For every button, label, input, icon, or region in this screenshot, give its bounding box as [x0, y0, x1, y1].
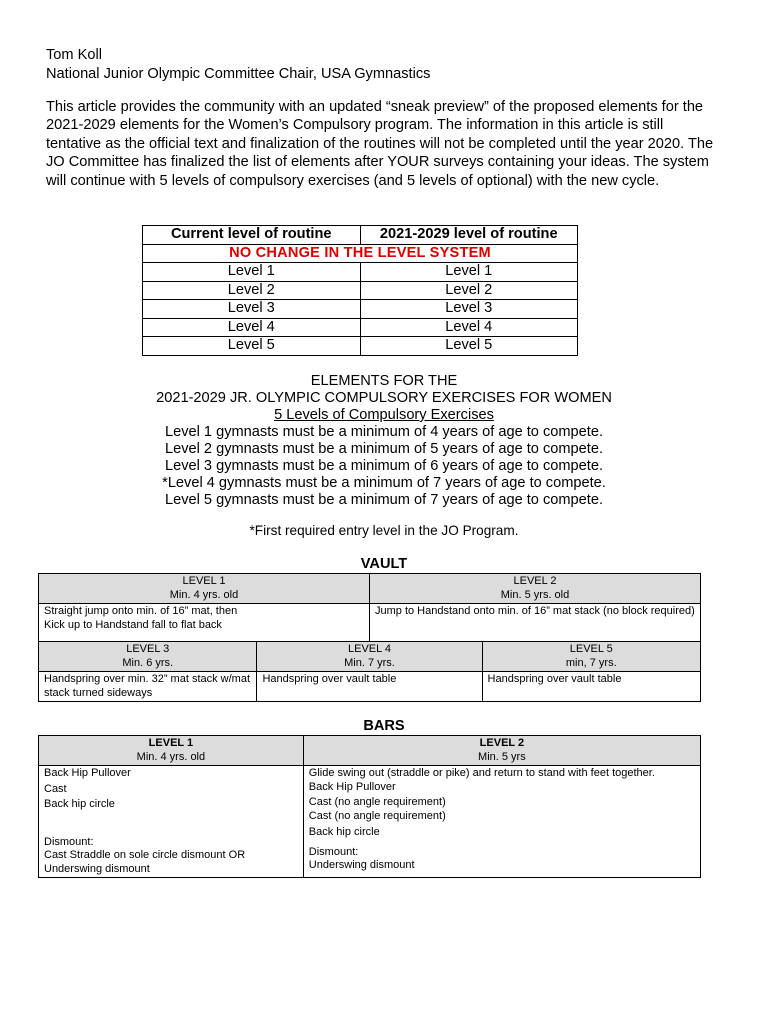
level-label: LEVEL 3 — [126, 643, 170, 655]
current-level-cell: Level 2 — [143, 281, 361, 300]
level-age: Min. 4 yrs. old — [169, 588, 239, 601]
bars-level-2-skills — [303, 766, 700, 878]
skill-text: Back hip circle — [308, 826, 380, 838]
skill-text: Cast — [44, 782, 67, 795]
elements-title: ELEMENTS FOR THE — [310, 373, 458, 389]
current-level-cell: Level 1 — [143, 263, 361, 282]
col-current-level: Current level of routine — [143, 226, 361, 245]
footnote: *First required entry level in the JO Program. — [249, 523, 519, 538]
bars-level-1-header — [39, 736, 304, 766]
skill-text: Kick up to Handstand fall to flat back — [44, 618, 222, 631]
level-age: Min. 6 yrs. — [122, 656, 174, 669]
skill-text: Handspring over vault table — [262, 673, 397, 685]
vault-level-5-header — [482, 642, 700, 672]
new-level-cell: Level 4 — [360, 318, 578, 337]
new-level-cell: Level 1 — [360, 263, 578, 282]
level-age: Min. 5 yrs. old — [500, 588, 570, 601]
vault-level-2-skills — [370, 604, 701, 644]
dismount-label: Dismount: — [308, 845, 359, 858]
level-age: Min. 5 yrs — [478, 750, 526, 763]
skill-text: Cast (no angle requirement) — [308, 796, 446, 808]
vault-table-top — [38, 573, 701, 644]
author-block — [46, 46, 430, 84]
dismount-text: Underswing dismount — [308, 859, 415, 871]
level-label: LEVEL 5 — [569, 643, 613, 655]
age-line: Level 3 gymnasts must be a minimum of 6 years of age to compete. — [164, 458, 604, 474]
new-level-cell: Level 5 — [360, 337, 578, 356]
skill-text: Jump to Handstand onto min. of 16” mat stack (no block required) — [375, 605, 695, 617]
table-row — [143, 300, 578, 319]
skill-text: Straight jump onto min. of 16” mat, then — [44, 605, 238, 617]
dismount-label: Dismount: — [44, 835, 94, 848]
vault-title: VAULT — [360, 556, 408, 572]
new-level-cell: Level 2 — [360, 281, 578, 300]
table-row — [143, 281, 578, 300]
vault-level-4-skills — [257, 672, 482, 702]
new-level-cell: Level 3 — [360, 300, 578, 319]
vault-table-bottom — [38, 641, 701, 702]
vault-level-3-skills — [39, 672, 257, 702]
skill-text: Back Hip Pullover — [44, 767, 131, 779]
dismount-text: Cast Straddle on sole circle dismount OR — [44, 849, 246, 861]
skill-text: Back hip circle — [44, 798, 115, 810]
current-level-cell: Level 4 — [143, 318, 361, 337]
age-line: Level 5 gymnasts must be a minimum of 7 years of age to compete. — [164, 492, 604, 508]
dismount-text: Underswing dismount — [44, 862, 150, 875]
elements-heading-block — [0, 373, 768, 509]
age-line: Level 2 gymnasts must be a minimum of 5 years of age to compete. — [164, 441, 604, 457]
bars-table — [38, 735, 701, 878]
skill-text: Glide swing out (straddle or pike) and return to stand with feet together. — [308, 767, 655, 779]
level-age: Min. 4 yrs. old — [136, 750, 206, 763]
level-label: LEVEL 2 — [513, 575, 557, 587]
level-age: Min. 7 yrs. — [344, 656, 395, 669]
age-line: Level 1 gymnasts must be a minimum of 4 years of age to compete. — [164, 424, 604, 440]
no-change-notice: NO CHANGE IN THE LEVEL SYSTEM — [143, 244, 578, 263]
vault-level-1-header — [39, 574, 370, 604]
age-line: *Level 4 gymnasts must be a minimum of 7 years of age to compete. — [162, 475, 606, 491]
skill-text: Cast (no angle requirement) — [308, 809, 446, 822]
elements-title-2: 2021-2029 JR. OLYMPIC COMPULSORY EXERCISES FOR WOMEN — [156, 390, 612, 406]
elements-subtitle: 5 Levels of Compulsory Exercises — [274, 407, 494, 423]
skill-text: Back Hip Pullover — [308, 780, 396, 793]
level-label: LEVEL 4 — [347, 643, 391, 655]
vault-level-5-skills — [482, 672, 700, 702]
current-level-cell: Level 5 — [143, 337, 361, 356]
current-level-cell: Level 3 — [143, 300, 361, 319]
bars-title: BARS — [363, 718, 405, 734]
vault-level-3-header — [39, 642, 257, 672]
bars-level-1-skills — [39, 766, 304, 878]
level-age: min, 7 yrs. — [565, 656, 617, 669]
level-label: LEVEL 1 — [182, 575, 226, 587]
vault-level-1-skills — [39, 604, 370, 644]
level-label: LEVEL 1 — [148, 737, 194, 749]
vault-level-2-header — [370, 574, 701, 604]
bars-level-2-header — [303, 736, 700, 766]
author-role: National Junior Olympic Committee Chair, USA Gymnastics — [46, 66, 431, 82]
table-row — [143, 318, 578, 337]
table-row — [143, 337, 578, 356]
level-table — [142, 225, 578, 356]
skill-text: Handspring over min. 32” mat stack w/mat stack turned sideways — [44, 673, 251, 699]
vault-level-4-header — [257, 642, 482, 672]
table-row — [143, 263, 578, 282]
skill-text: Handspring over vault table — [487, 673, 622, 685]
level-label: LEVEL 2 — [479, 737, 525, 749]
intro-paragraph: This article provides the community with an updated “sneak preview” of the proposed elements for the 2021-2029 elements for the Women’s Compulsory program. The information in this article is still tentative as the official text and finalization of the routines will not be completed until the year 2020. The JO Committee has finalized the list of elements after YOUR surveys containing your ideas. The system will continue with 5 levels of compulsory exercises (and 5 levels of optional) with the new cycle. — [46, 99, 714, 189]
col-new-level: 2021-2029 level of routine — [360, 226, 578, 245]
author-name: Tom Koll — [46, 47, 102, 63]
